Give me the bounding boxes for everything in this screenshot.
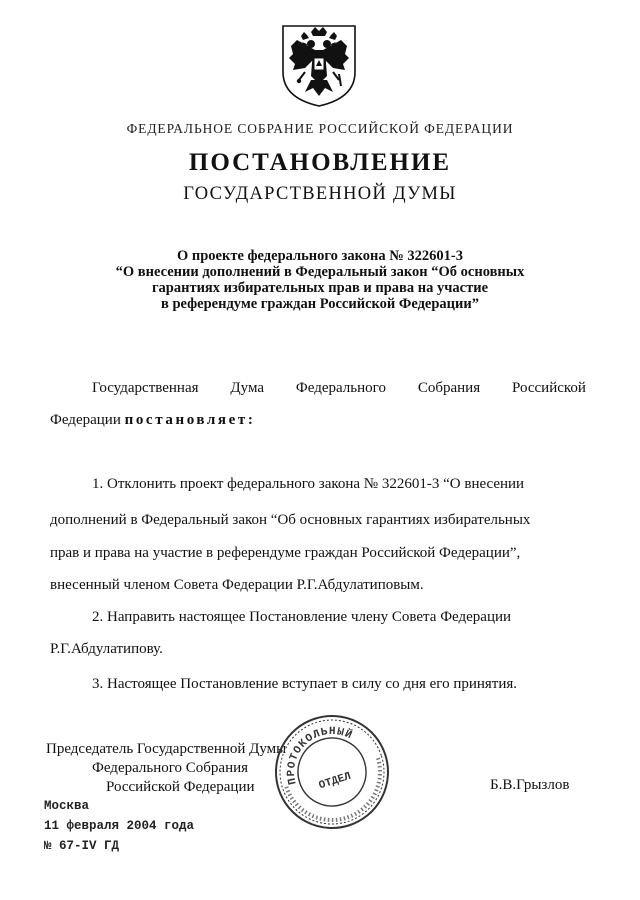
preamble-text: Федерации: [50, 412, 121, 428]
document-type: ПОСТАНОВЛЕНИЕ: [188, 149, 452, 176]
preamble-line: [50, 412, 255, 428]
preamble-word: Российской: [512, 380, 586, 396]
parliament-name: ФЕДЕРАЛЬНОЕ СОБРАНИЕ РОССИЙСКОЙ ФЕДЕРАЦИИ: [126, 121, 514, 136]
subject-line: в референдуме граждан Российской Федерации”: [160, 296, 480, 312]
item-2-line: Р.Г.Абдулатипову.: [50, 641, 163, 657]
preamble-word: Собрания: [417, 380, 481, 396]
preamble-line: [92, 380, 586, 396]
item-1-line: дополнений в Федеральный закон “Об основных гарантиях избирательных: [50, 512, 531, 528]
signatory-title-line: Российской Федерации: [106, 779, 255, 795]
place-date-block: [44, 796, 194, 856]
subject-line: гарантиях избирательных прав и права на участие: [151, 280, 489, 296]
preamble-word: Федерального: [295, 380, 386, 396]
protocol-stamp-icon: [272, 712, 392, 832]
subject-line: О проекте федерального закона № 322601-3: [176, 248, 464, 264]
date: 11 февраля 2004 года: [44, 819, 195, 833]
place: Москва: [44, 799, 90, 813]
svg-text:ПРОТОКОЛЬНЫЙ: [274, 717, 366, 786]
stamp-center-text: ОТДЕЛ: [317, 770, 353, 793]
signatory-title-line: Председатель Государственной Думы: [46, 741, 287, 757]
stamp-ring-text: ПРОТОКОЛЬНЫЙ: [285, 725, 355, 786]
item-1-line: 1. Отклонить проект федерального закона № 322601-3 “О внесении: [92, 476, 525, 492]
subject-line: “О внесении дополнений в Федеральный закон “Об основных: [115, 264, 525, 280]
item-2-line: 2. Направить настоящее Постановление члену Совета Федерации: [92, 609, 512, 625]
signatory-title-line: Федерального Собрания: [92, 760, 249, 776]
item-1-line: прав и права на участие в референдуме граждан Российской Федерации”,: [50, 545, 521, 561]
preamble-word: Государственная: [92, 380, 199, 396]
document-subject: [0, 248, 640, 312]
decision-verb: постановляет:: [124, 412, 256, 428]
preamble-word: Дума: [230, 380, 265, 396]
item-1-line: внесенный членом Совета Федерации Р.Г.Абдулатиповым.: [50, 577, 424, 593]
signer-name: Б.В.Грызлов: [490, 777, 570, 793]
signatory-title: [46, 740, 296, 797]
document-number: № 67-IV ГД: [44, 839, 120, 853]
state-emblem-icon: [275, 20, 363, 108]
item-3-line: 3. Настоящее Постановление вступает в силу со дня его принятия.: [92, 676, 518, 692]
chamber-name: ГОСУДАРСТВЕННОЙ ДУМЫ: [183, 184, 457, 204]
